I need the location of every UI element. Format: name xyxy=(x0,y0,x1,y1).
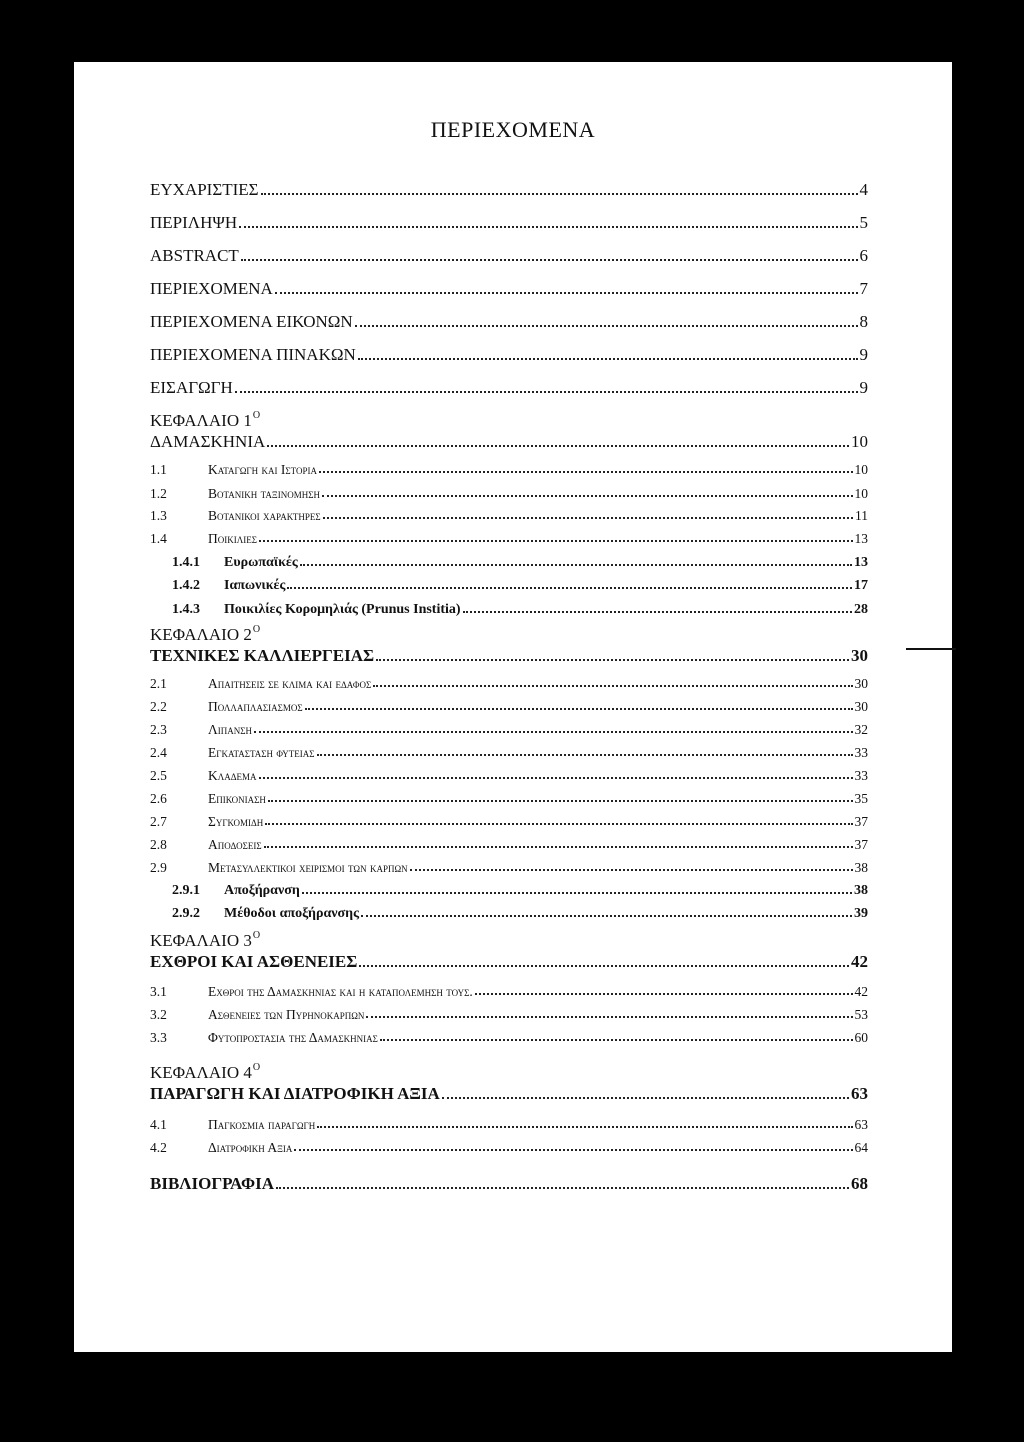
section-label: Ασθενειες των Πυρηνοκαρπων xyxy=(208,1007,365,1022)
dot-leader xyxy=(305,708,853,710)
toc-entry-figures[interactable] xyxy=(150,312,868,332)
toc-entry-page: 42 xyxy=(854,984,868,999)
toc-entry-section[interactable] xyxy=(150,814,868,830)
subsection-number: 1.4.2 xyxy=(172,578,200,593)
toc-entry-page: 35 xyxy=(854,791,868,806)
toc-entry-page: 28 xyxy=(854,602,868,617)
dot-leader xyxy=(265,823,852,825)
toc-entry-section[interactable] xyxy=(150,984,868,1000)
toc-entry-page: 42 xyxy=(851,952,868,971)
toc-entry-label: ΠΕΡΙΛΗΨΗ xyxy=(150,213,238,232)
toc-entry-page: 37 xyxy=(854,814,868,829)
section-label: Διατροφικη Αξια xyxy=(208,1140,293,1155)
toc-entry-section[interactable] xyxy=(150,791,868,807)
page-title: ΠΕΡΙΕΧΟΜΕΝΑ xyxy=(430,117,596,142)
section-label: Επικονιαση xyxy=(208,791,266,806)
section-label: Εχθροι της Δαμασκηνιας και η καταπολεμηση τους. xyxy=(208,984,473,999)
toc-entry-page: 13 xyxy=(854,555,868,570)
dot-leader xyxy=(275,292,858,294)
subsection-label: Αποξήρανση xyxy=(224,883,300,898)
toc-entry-page: 8 xyxy=(859,312,868,331)
toc-entry-section[interactable] xyxy=(150,699,868,715)
toc-entry-section[interactable] xyxy=(150,1007,868,1023)
dot-leader xyxy=(355,325,858,327)
dot-leader xyxy=(376,659,849,661)
section-number: 3.2 xyxy=(150,1007,167,1022)
section-label: Ποικιλιες xyxy=(208,531,258,546)
toc-entry-label: ΠΕΡΙΕΧΟΜΕΝΑ ΠΙΝΑΚΩΝ xyxy=(150,345,356,364)
section-label: Παγκοσμια παραγωγη xyxy=(208,1117,316,1132)
toc-entry-page: 63 xyxy=(851,1084,868,1103)
dot-leader xyxy=(267,445,849,447)
section-number: 2.4 xyxy=(150,745,167,760)
toc-entry-subsection[interactable] xyxy=(172,578,868,594)
toc-entry-page: 32 xyxy=(854,722,868,737)
dot-leader xyxy=(259,777,853,779)
dot-leader xyxy=(302,892,852,894)
toc-entry-acknowledgements[interactable] xyxy=(150,180,868,200)
toc-entry-page: 37 xyxy=(854,837,868,852)
section-number: 2.8 xyxy=(150,837,167,852)
section-number: 2.2 xyxy=(150,699,167,714)
subsection-number: 2.9.2 xyxy=(172,906,200,921)
toc-entry-section[interactable] xyxy=(150,768,868,784)
section-number: 2.3 xyxy=(150,722,167,737)
toc-entry-section[interactable] xyxy=(150,531,868,547)
chapter-label: ΚΕΦΑΛΑΙΟ 3 xyxy=(150,931,252,950)
toc-entry-chapter-3[interactable] xyxy=(150,952,868,972)
dot-leader xyxy=(322,495,853,497)
toc-entry-subsection[interactable] xyxy=(172,602,868,618)
chapter-ordinal: Ο xyxy=(252,410,261,421)
section-number: 1.2 xyxy=(150,486,167,501)
subsection-number: 1.4.1 xyxy=(172,555,200,570)
chapter-ordinal: Ο xyxy=(252,624,261,635)
toc-entry-page: 10 xyxy=(854,486,868,501)
section-number: 3.1 xyxy=(150,984,167,999)
dot-leader xyxy=(319,471,853,473)
toc-entry-section[interactable] xyxy=(150,745,868,761)
section-number: 2.9 xyxy=(150,860,167,875)
dot-leader xyxy=(463,611,852,613)
toc-entry-page: 30 xyxy=(854,676,868,691)
toc-entry-section[interactable] xyxy=(150,1030,868,1046)
toc-entry-label: ΠΕΡΙΕΧΟΜΕΝΑ ΕΙΚΟΝΩΝ xyxy=(150,312,353,331)
toc-entry-page: 6 xyxy=(859,246,868,265)
toc-entry-page: 13 xyxy=(854,531,868,546)
chapter-2-heading xyxy=(150,624,260,645)
chapter-title: ΠΑΡΑΓΩΓΗ ΚΑΙ ΔΙΑΤΡΟΦΙΚΗ ΑΞΙΑ xyxy=(150,1084,440,1103)
section-label: Απαιτησεις σε κλιμα και εδαφος xyxy=(208,676,372,691)
toc-entry-section[interactable] xyxy=(150,1140,868,1156)
section-label: Βοτανικοι χαρακτηρες xyxy=(208,508,321,523)
dot-leader xyxy=(287,587,852,589)
toc-entry-label: ΕΙΣΑΓΩΓΗ xyxy=(150,378,233,397)
section-label: Συγκομιδη xyxy=(208,814,264,829)
section-number: 1.1 xyxy=(150,462,167,477)
toc-entry-label: ΠΕΡΙΕΧΟΜΕΝΑ xyxy=(150,279,273,298)
toc-entry-page: 10 xyxy=(854,462,868,477)
dot-leader xyxy=(323,517,853,519)
toc-entry-section[interactable] xyxy=(150,837,868,853)
section-label: Φυτοπροστασια της Δαμασκηνιας xyxy=(208,1030,378,1045)
toc-entry-bibliography[interactable] xyxy=(150,1174,868,1194)
chapter-title: ΤΕΧΝΙΚΕΣ ΚΑΛΛΙΕΡΓΕΙΑΣ xyxy=(150,646,375,665)
chapter-ordinal: Ο xyxy=(252,1062,261,1073)
dot-leader xyxy=(294,1149,852,1151)
section-number: 2.5 xyxy=(150,768,167,783)
toc-entry-section[interactable] xyxy=(150,860,868,876)
section-label: Εγκατασταση φυτειας xyxy=(208,745,315,760)
document-page xyxy=(74,62,952,1352)
section-number: 3.3 xyxy=(150,1030,167,1045)
toc-entry-page: 60 xyxy=(854,1030,868,1045)
section-number: 2.7 xyxy=(150,814,167,829)
toc-entry-page: 64 xyxy=(854,1140,868,1155)
toc-entry-page: 33 xyxy=(854,768,868,783)
dot-leader xyxy=(373,685,852,687)
toc-entry-page: 63 xyxy=(854,1117,868,1132)
dot-leader xyxy=(317,754,853,756)
dot-leader xyxy=(239,226,857,228)
section-label: Λιπανση xyxy=(208,722,253,737)
dot-leader xyxy=(235,391,858,393)
toc-entry-label: ΒΙΒΛΙΟΓΡΑΦΙΑ xyxy=(150,1174,275,1193)
toc-entry-chapter-1[interactable] xyxy=(150,432,868,452)
toc-entry-chapter-2[interactable] xyxy=(150,646,868,666)
dot-leader xyxy=(261,193,858,195)
toc-entry-page: 39 xyxy=(854,906,868,921)
section-number: 1.3 xyxy=(150,508,167,523)
subsection-label: Ευρωπαϊκές xyxy=(224,555,298,570)
dot-leader xyxy=(241,259,858,261)
toc-entry-page: 9 xyxy=(859,378,868,397)
toc-entry-page: 10 xyxy=(851,432,868,451)
dot-leader xyxy=(475,993,853,995)
subsection-label: Ιαπωνικές xyxy=(224,578,286,593)
dot-leader xyxy=(410,869,853,871)
toc-entry-introduction[interactable] xyxy=(150,378,868,398)
section-label: Βοτανικη ταξινομηση xyxy=(208,486,320,501)
toc-entry-section[interactable] xyxy=(150,486,868,502)
section-number: 1.4 xyxy=(150,531,167,546)
section-number: 4.2 xyxy=(150,1140,167,1155)
dot-leader xyxy=(442,1097,849,1099)
toc-entry-page: 17 xyxy=(854,578,868,593)
toc-entry-subsection[interactable] xyxy=(172,883,868,899)
toc-entry-page: 11 xyxy=(855,508,868,523)
dot-leader xyxy=(276,1187,849,1189)
dot-leader xyxy=(358,358,858,360)
section-label: Αποδοσεις xyxy=(208,837,262,852)
toc-entry-page: 9 xyxy=(859,345,868,364)
dot-leader xyxy=(317,1126,852,1128)
toc-entry-page: 68 xyxy=(851,1174,868,1193)
chapter-title: ΔΑΜΑΣΚΗΝΙΑ xyxy=(150,432,266,451)
footnote-rule xyxy=(906,648,956,650)
toc-entry-abstract[interactable] xyxy=(150,246,868,266)
toc-entry-subsection[interactable] xyxy=(172,555,868,571)
toc-entry-page: 7 xyxy=(859,279,868,298)
dot-leader xyxy=(254,731,852,733)
chapter-label: ΚΕΦΑΛΑΙΟ 4 xyxy=(150,1063,252,1082)
section-label: Καταγωγη και Ιστορια xyxy=(208,462,317,477)
toc-entry-summary[interactable] xyxy=(150,213,868,233)
toc-entry-page: 38 xyxy=(854,860,868,875)
section-number: 2.6 xyxy=(150,791,167,806)
toc-entry-section[interactable] xyxy=(150,722,868,738)
toc-entry-page: 30 xyxy=(851,646,868,665)
dot-leader xyxy=(359,965,849,967)
toc-entry-label: ABSTRACT xyxy=(150,246,239,265)
dot-leader xyxy=(380,1039,853,1041)
chapter-ordinal: Ο xyxy=(252,930,261,941)
toc-entry-page: 30 xyxy=(854,699,868,714)
toc-entry-page: 53 xyxy=(854,1007,868,1022)
toc-entry-chapter-4[interactable] xyxy=(150,1084,868,1104)
toc-entry-contents[interactable] xyxy=(150,279,868,299)
dot-leader xyxy=(300,564,852,566)
dot-leader xyxy=(268,800,853,802)
toc-entry-label: ΕΥΧΑΡΙΣΤΙΕΣ xyxy=(150,180,259,199)
toc-entry-subsection[interactable] xyxy=(172,906,868,922)
chapter-4-heading xyxy=(150,1062,260,1083)
section-number: 4.1 xyxy=(150,1117,167,1132)
toc-entry-page: 38 xyxy=(854,883,868,898)
chapter-title: ΕΧΘΡΟΙ ΚΑΙ ΑΣΘΕΝΕΙΕΣ xyxy=(150,952,358,971)
section-label: Πολλαπλασιασμος xyxy=(208,699,303,714)
section-number: 2.1 xyxy=(150,676,167,691)
subsection-number: 2.9.1 xyxy=(172,883,200,898)
section-label: Κλαδεμα xyxy=(208,768,257,783)
toc-entry-page: 33 xyxy=(854,745,868,760)
chapter-label: ΚΕΦΑΛΑΙΟ 1 xyxy=(150,411,252,430)
toc-entry-section[interactable] xyxy=(150,1117,868,1133)
section-label: Μετασυλλεκτικοι χειρισμοι των καρπων xyxy=(208,860,408,875)
subsection-number: 1.4.3 xyxy=(172,602,200,617)
dot-leader xyxy=(259,540,852,542)
chapter-3-heading xyxy=(150,930,260,951)
subsection-label: Ποικιλίες Κορομηλιάς (Prunus Institia) xyxy=(224,602,461,617)
toc-entry-section[interactable] xyxy=(150,462,868,478)
toc-entry-page: 5 xyxy=(859,213,868,232)
toc-entry-section[interactable] xyxy=(150,676,868,692)
dot-leader xyxy=(264,846,853,848)
chapter-1-heading xyxy=(150,410,260,431)
dot-leader xyxy=(361,915,852,917)
toc-entry-section[interactable] xyxy=(150,508,868,524)
chapter-label: ΚΕΦΑΛΑΙΟ 2 xyxy=(150,625,252,644)
toc-entry-tables[interactable] xyxy=(150,345,868,365)
subsection-label: Μέθοδοι αποξήρανσης xyxy=(224,906,360,921)
dot-leader xyxy=(366,1016,852,1018)
toc-entry-page: 4 xyxy=(859,180,868,199)
